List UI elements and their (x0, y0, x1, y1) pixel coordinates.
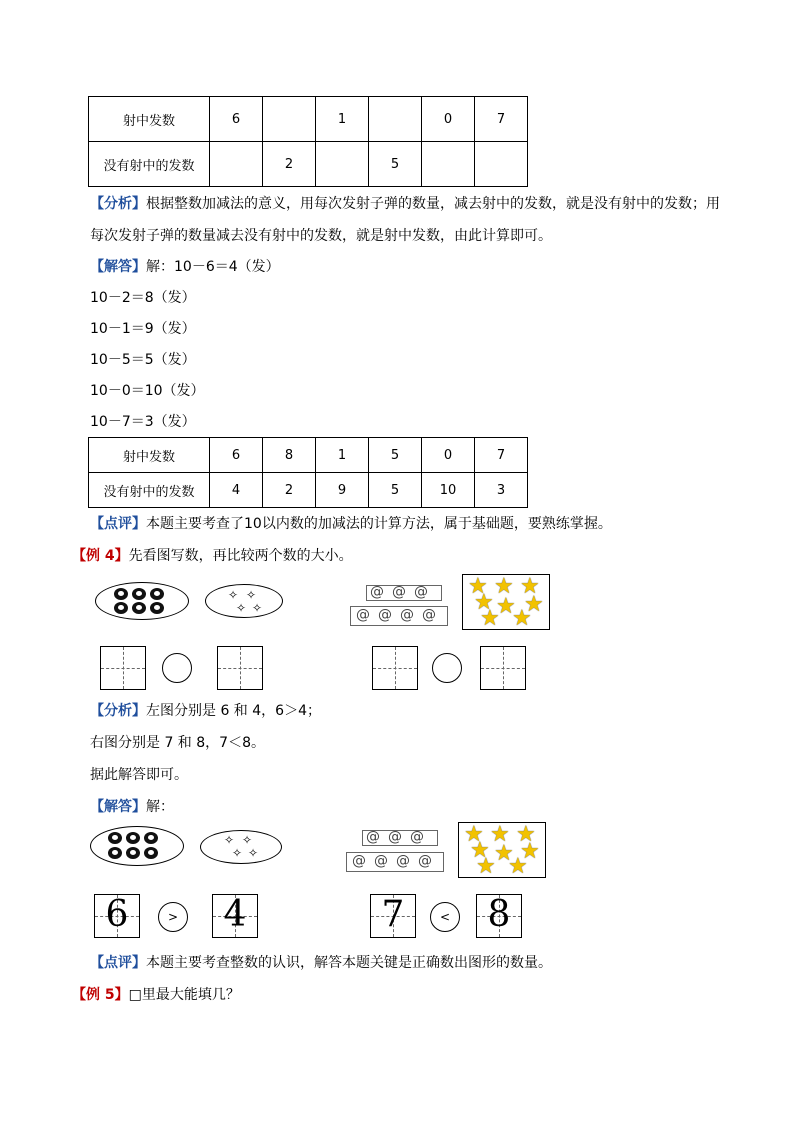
comment-text: 本题主要考查整数的认识，解答本题关键是正确数出图形的数量。 (146, 955, 552, 971)
compare-circle[interactable] (162, 653, 192, 683)
table-cell: 7 (475, 97, 528, 142)
answer-number: 6 (105, 894, 129, 935)
comment-tag: 【点评】 (90, 516, 146, 532)
table-cell: 0 (422, 438, 475, 473)
analysis-text-cont: 据此解答即可。 (90, 767, 188, 783)
answer-box[interactable] (372, 646, 418, 690)
answer-text: 解：10－6＝4（发） (146, 259, 280, 275)
compare-circle (158, 902, 188, 932)
example-tag: 【例 4】 (72, 548, 129, 564)
table-cell: 1 (316, 438, 369, 473)
answer-box[interactable] (480, 646, 526, 690)
answer-box[interactable] (100, 646, 146, 690)
analysis-text: 左图分别是 6 和 4，6＞4； (146, 703, 321, 719)
table-cell: 1 (316, 97, 369, 142)
example-text: □里最大能填几？ (128, 987, 240, 1003)
answer-line (90, 797, 174, 817)
answer-line: 10－1＝9（发） (90, 321, 196, 337)
analysis-paragraph (90, 194, 720, 214)
answer-number: 4 (223, 894, 247, 935)
answer-box[interactable] (217, 646, 263, 690)
table-cell: 3 (475, 473, 528, 508)
example-heading (72, 546, 353, 566)
table-cell: 没有射中的发数 (89, 473, 210, 508)
analysis-tag: 【分析】 (90, 703, 146, 719)
answer-line: 10－0＝10（发） (90, 383, 205, 399)
table-cell: 5 (369, 438, 422, 473)
example-heading (72, 985, 240, 1005)
shot-table-question (88, 96, 528, 187)
table-cell: 射中发数 (89, 97, 210, 142)
answer-number: 8 (487, 894, 511, 935)
table-cell (422, 142, 475, 187)
shot-table-answer (88, 437, 528, 508)
table-cell: 4 (210, 473, 263, 508)
answer-line: 10－5＝5（发） (90, 352, 196, 368)
answer-line: 10－7＝3（发） (90, 414, 196, 430)
compare-circle (430, 902, 460, 932)
answer-box (212, 894, 258, 938)
answer-box (476, 894, 522, 938)
answer-tag: 【解答】 (90, 799, 146, 815)
table-cell (263, 97, 316, 142)
table-cell (210, 142, 263, 187)
compare-circle[interactable] (432, 653, 462, 683)
table-cell: 9 (316, 473, 369, 508)
answer-box (94, 894, 140, 938)
example-tag: 【例 5】 (72, 987, 129, 1003)
analysis-text: 根据整数加减法的意义，用每次发射子弹的数量，减去射中的发数，就是没有射中的发数；用 (146, 196, 720, 212)
table-cell: 0 (422, 97, 475, 142)
answer-line (90, 257, 280, 277)
table-cell: 5 (369, 142, 422, 187)
answer-tag: 【解答】 (90, 259, 146, 275)
table-cell (316, 142, 369, 187)
table-cell: 10 (422, 473, 475, 508)
analysis-tag: 【分析】 (90, 196, 146, 212)
comment-paragraph (90, 953, 552, 973)
answer-text: 解： (146, 799, 174, 815)
table-cell: 射中发数 (89, 438, 210, 473)
table-cell: 6 (210, 438, 263, 473)
compare-symbol: < (439, 910, 451, 924)
table-cell: 8 (263, 438, 316, 473)
table-cell (369, 97, 422, 142)
compare-symbol: > (167, 910, 179, 924)
comment-paragraph (90, 514, 612, 534)
answer-number: 7 (381, 894, 405, 935)
table-cell: 没有射中的发数 (89, 142, 210, 187)
comment-text: 本题主要考查了10以内数的加减法的计算方法，属于基础题，要熟练掌握。 (146, 516, 612, 532)
table-cell: 6 (210, 97, 263, 142)
beetle-oval (90, 826, 184, 866)
analysis-paragraph (90, 701, 321, 721)
table-cell: 2 (263, 142, 316, 187)
analysis-text-cont: 右图分别是 7 和 8，7＜8。 (90, 735, 265, 751)
example-text: 先看图写数，再比较两个数的大小。 (128, 548, 353, 564)
table-cell: 5 (369, 473, 422, 508)
comment-tag: 【点评】 (90, 955, 146, 971)
table-cell (475, 142, 528, 187)
answer-box (370, 894, 416, 938)
table-cell: 7 (475, 438, 528, 473)
table-cell: 2 (263, 473, 316, 508)
answer-line: 10－2＝8（发） (90, 290, 196, 306)
analysis-text-cont: 每次发射子弹的数量减去没有射中的发数，就是射中发数，由此计算即可。 (90, 228, 552, 244)
